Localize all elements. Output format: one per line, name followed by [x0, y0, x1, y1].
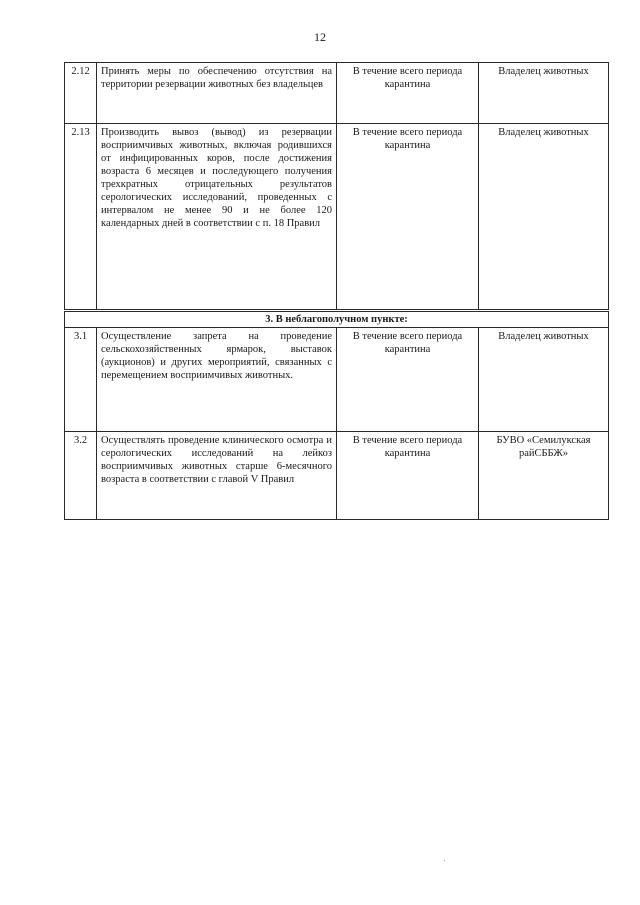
measures-table [64, 62, 609, 520]
action-cell: Осуществлять проведение клинического осмотра и серологических исследований на лейкоз восприимчивых животных старше 6-месячного возраста в соответствии с главой V Правил [97, 432, 337, 520]
row-number: 2.12 [65, 63, 97, 124]
page-number: 12 [314, 30, 326, 44]
section-header-row [65, 311, 609, 328]
responsible-cell: Владелец животных [479, 124, 609, 311]
table-row [65, 124, 609, 311]
scan-speck [444, 860, 445, 861]
row-number: 2.13 [65, 124, 97, 311]
table-row [65, 63, 609, 124]
table-row [65, 328, 609, 432]
term-cell: В течение всего периода карантина [337, 328, 479, 432]
action-cell: Принять меры по обеспечению отсутствия на территории резервации животных без владельцев [97, 63, 337, 124]
section-title: 3. В неблагополучном пункте: [65, 311, 609, 328]
row-number: 3.1 [65, 328, 97, 432]
row-number: 3.2 [65, 432, 97, 520]
term-cell: В течение всего периода карантина [337, 63, 479, 124]
term-cell: В течение всего периода карантина [337, 432, 479, 520]
responsible-cell: Владелец животных [479, 328, 609, 432]
action-cell: Производить вывоз (вывод) из резервации восприимчивых животных, включая родившихся от инфицированных коров, после достижения возраста 6 месяцев и последующего получения трехкратных отрицательных результатов серологических исследований, проведенных с интервалом не менее 90 и не более 120 календарных дней в соответствии с п. 18 Правил [97, 124, 337, 311]
action-cell: Осуществление запрета на проведение сельскохозяйственных ярмарок, выставок (аукционов) и других мероприятий, связанных с перемещением восприимчивых животных. [97, 328, 337, 432]
responsible-cell: Владелец животных [479, 63, 609, 124]
table-row [65, 432, 609, 520]
responsible-cell: БУВО «Семилукская райСББЖ» [479, 432, 609, 520]
term-cell: В течение всего периода карантина [337, 124, 479, 311]
